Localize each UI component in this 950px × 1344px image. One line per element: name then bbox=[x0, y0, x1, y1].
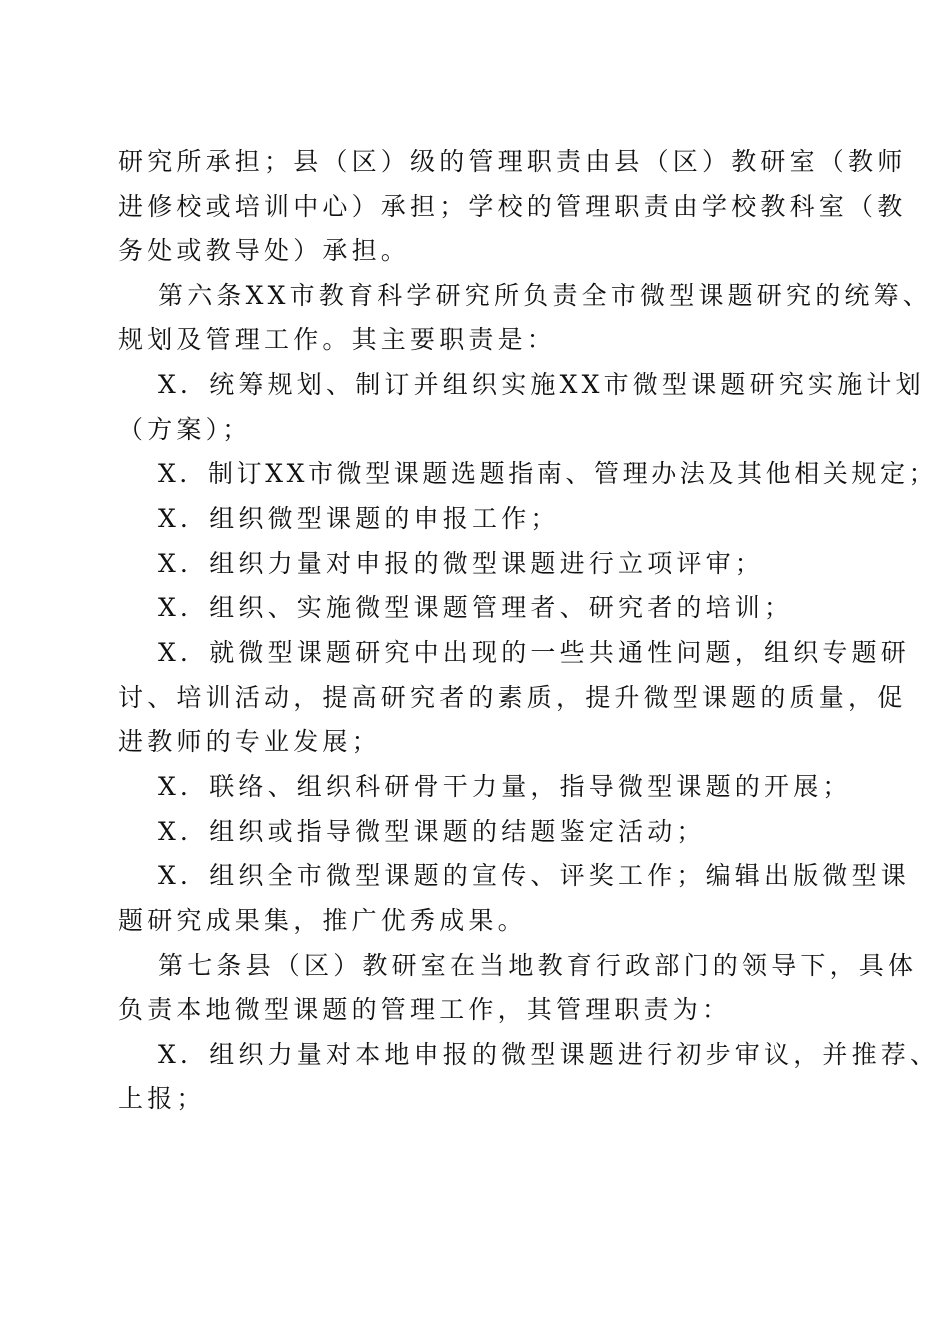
list-item: X．组织力量对本地申报的微型课题进行初步审议，并推荐、 bbox=[158, 1040, 940, 1069]
text-line: 上报； bbox=[118, 1084, 206, 1113]
text-line: 规划及管理工作。其主要职责是： bbox=[118, 325, 557, 354]
list-item: X．就微型课题研究中出现的一些共通性问题，组织专题研 bbox=[158, 638, 911, 667]
list-item: X．组织、实施微型课题管理者、研究者的培训； bbox=[158, 593, 794, 622]
text-line: 进修校或培训中心）承担；学校的管理职责由学校教科室（教 bbox=[118, 192, 907, 221]
list-item: X．组织全市微型课题的宣传、评奖工作；编辑出版微型课 bbox=[158, 861, 911, 890]
list-item: X．组织微型课题的申报工作； bbox=[158, 504, 560, 533]
list-item: X．制订XX市微型课题选题指南、管理办法及其他相关规定； bbox=[158, 459, 938, 488]
list-item: X．组织力量对申报的微型课题进行立项评审； bbox=[158, 549, 764, 578]
text-line: 务处或教导处）承担。 bbox=[118, 236, 411, 265]
text-line: 进教师的专业发展； bbox=[118, 727, 381, 756]
article-7-heading: 第七条县（区）教研室在当地教育行政部门的领导下，具体 bbox=[158, 951, 918, 980]
text-line: 研究所承担；县（区）级的管理职责由县（区）教研室（教师 bbox=[118, 147, 907, 176]
text-line: 负责本地微型课题的管理工作，其管理职责为： bbox=[118, 995, 732, 1024]
list-item: X．联络、组织科研骨干力量，指导微型课题的开展； bbox=[158, 772, 852, 801]
article-6-heading: 第六条XX市教育科学研究所负责全市微型课题研究的统筹、 bbox=[158, 281, 932, 310]
text-line: 题研究成果集，推广优秀成果。 bbox=[118, 906, 527, 935]
list-item: X．组织或指导微型课题的结题鉴定活动； bbox=[158, 817, 706, 846]
text-line: （方案）； bbox=[118, 415, 252, 444]
list-item: X．统筹规划、制订并组织实施XX市微型课题研究实施计划 bbox=[158, 370, 925, 399]
text-line: 讨、培训活动，提高研究者的素质，提升微型课题的质量，促 bbox=[118, 683, 907, 712]
